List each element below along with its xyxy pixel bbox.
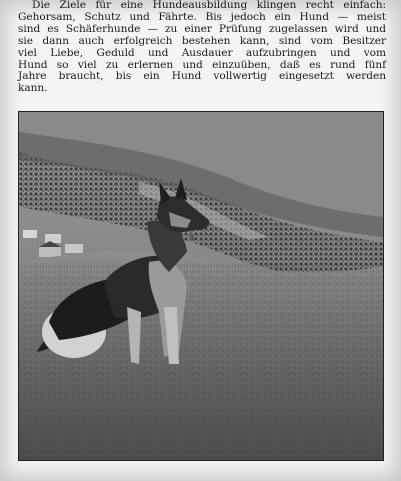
text-line-6: Hund so viel zu erlernen und einzuüben, daß es rund fünf (18, 58, 386, 71)
text-line-5: viel Liebe, Geduld und Ausdauer aufzubringen und vom (18, 46, 386, 59)
text-line-1: Die Ziele für eine Hundeausbildung klingen recht einfach: (32, 0, 386, 11)
photo-illustration (19, 112, 383, 460)
text-line-7: Jahre braucht, bis ein Hund vollwertig eingesetzt werden (18, 70, 386, 83)
dog-photograph (18, 111, 384, 461)
text-line-8: kann. (18, 82, 48, 95)
grass-texture (19, 262, 383, 460)
text-line-4: sie dann auch erfolgreich bestehen kann, sind vom Besitzer (18, 34, 386, 47)
text-line-3: sind es Schäferhunde — zu einer Prüfung zugelassen wird und (18, 22, 386, 35)
body-paragraph (18, 0, 386, 95)
text-line-2: Gehorsam, Schutz und Fährte. Bis jedoch ein Hund — meist (18, 10, 386, 23)
